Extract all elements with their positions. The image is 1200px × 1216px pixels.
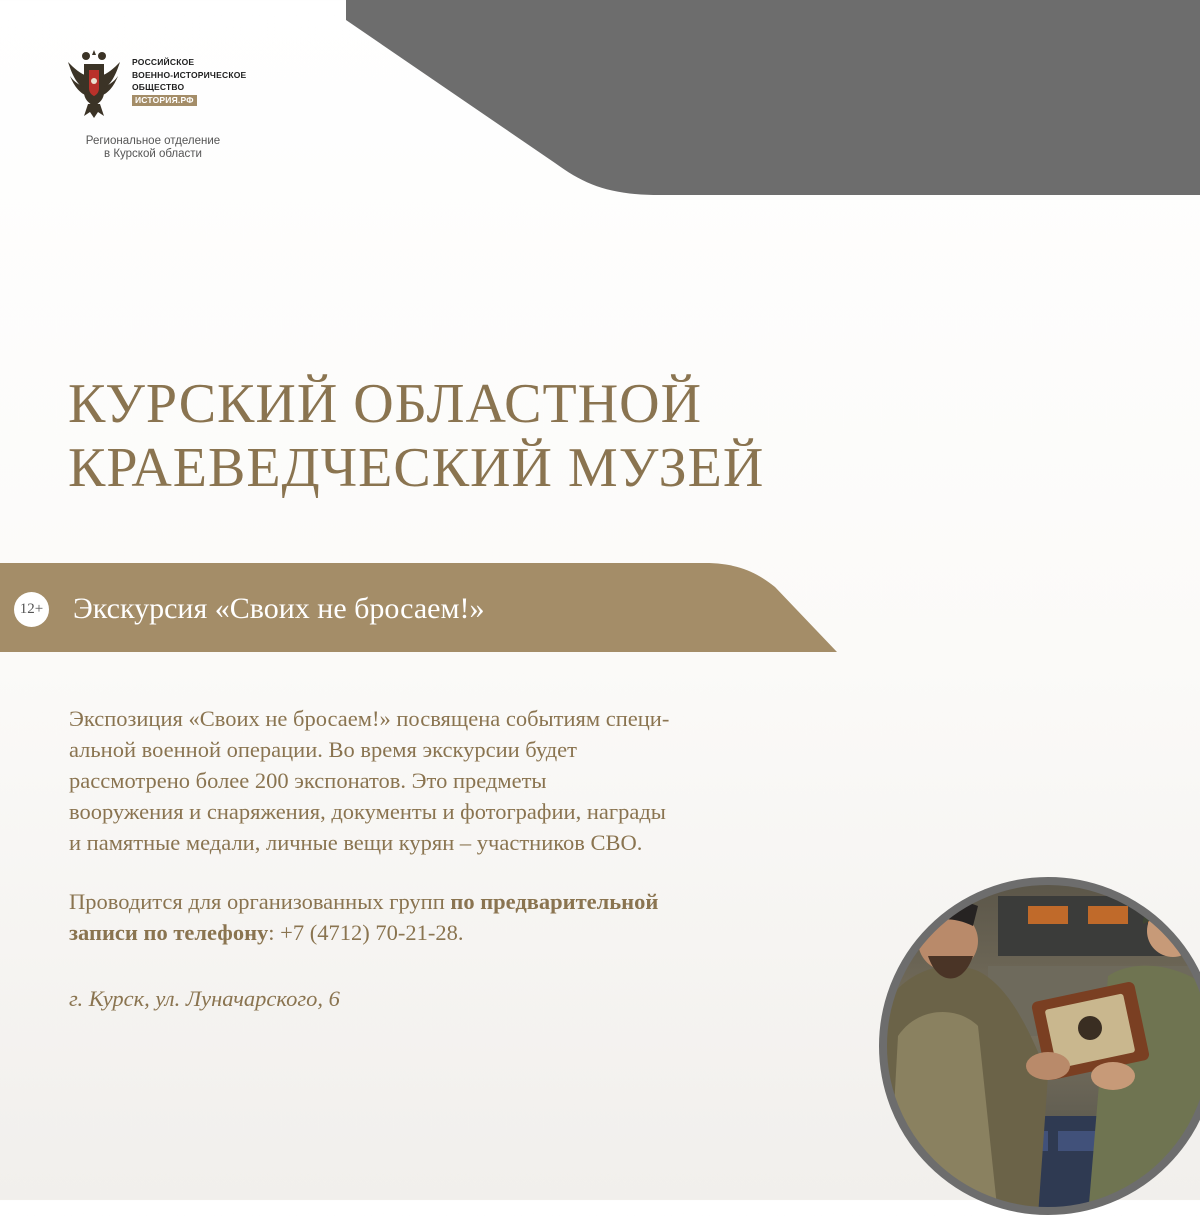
booking-text-1: Проводится для организованных групп: [69, 889, 451, 914]
org-name-line-3: ОБЩЕСТВО: [132, 82, 185, 92]
regional-branch-caption: [56, 135, 250, 161]
booking-phone: : +7 (4712) 70-21-28.: [268, 920, 464, 945]
photo-icon: [878, 876, 1200, 1216]
double-headed-eagle-icon: [66, 46, 122, 118]
org-name-line-2: ВОЕННО-ИСТОРИЧЕСКОЕ: [132, 69, 247, 80]
description-line-4: вооружения и снаряжения, документы и фотографии, награды: [69, 799, 666, 824]
org-name: [132, 56, 246, 106]
age-rating-badge: 12+: [14, 592, 49, 627]
description-line-2: альной военной операции. Во время экскурсии будет: [69, 737, 577, 762]
booking-info: [69, 886, 849, 948]
page-title: [68, 372, 764, 500]
description-line-3: рассмотрено более 200 экспонатов. Это предметы: [69, 768, 547, 793]
org-name-line-1: РОССИЙСКОЕ: [132, 57, 195, 67]
title-line-2: КРАЕВЕДЧЕСКИЙ МУЗЕЙ: [68, 437, 765, 499]
event-title: Экскурсия «Своих не бросаем!»: [73, 592, 485, 625]
title-line-1: КУРСКИЙ ОБЛАСТНОЙ: [68, 373, 703, 435]
booking-emphasis-2: записи по телефону: [69, 920, 269, 945]
site-badge: ИСТОРИЯ.РФ: [132, 95, 197, 106]
description-line-5: и памятные медали, личные вещи курян – участников СВО.: [69, 830, 643, 855]
event-description: [69, 703, 849, 858]
region-line-2: в Курской области: [104, 148, 202, 160]
description-line-1: Экспозиция «Своих не бросаем!» посвящена событиям специ-: [69, 706, 670, 731]
venue-address: г. Курск, ул. Луначарского, 6: [69, 986, 340, 1011]
rvio-logo: [66, 44, 266, 124]
booking-emphasis-1: по предварительной: [450, 889, 659, 914]
region-line-1: Региональное отделение: [85, 135, 221, 147]
